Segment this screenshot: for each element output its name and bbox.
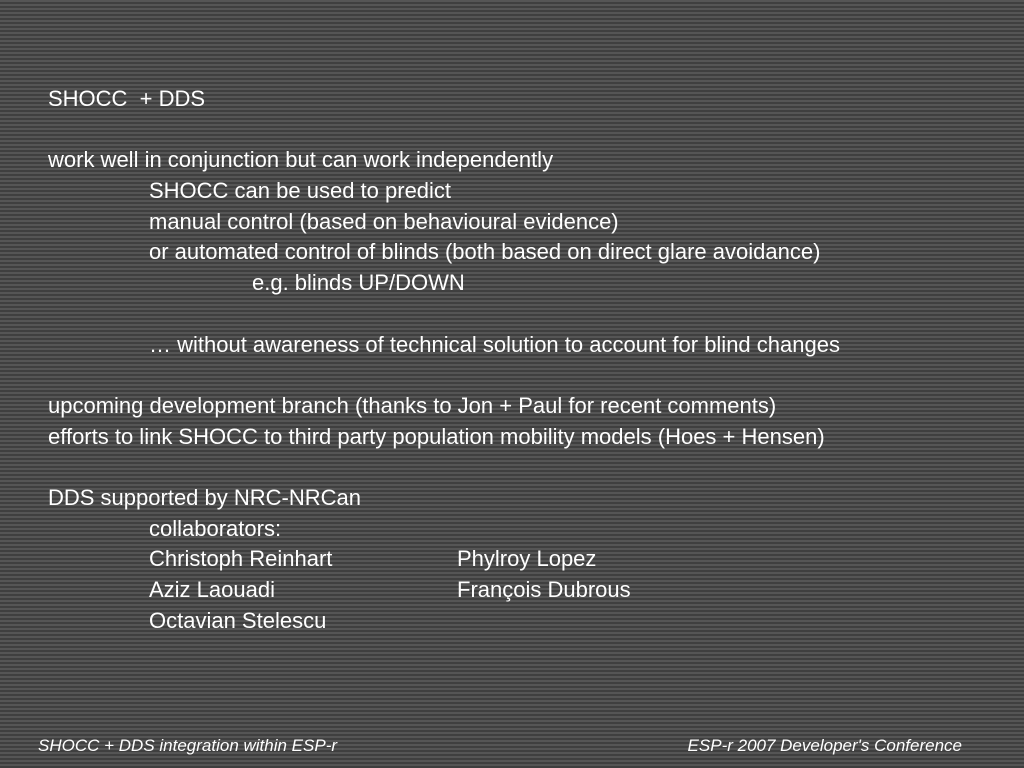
bullet-line: manual control (based on behavioural evidence) [149, 208, 619, 234]
bullet-line: upcoming development branch (thanks to Jon + Paul for recent comments) [48, 392, 777, 418]
collaborator-name: Phylroy Lopez [457, 546, 597, 572]
bullet-line: e.g. blinds UP/DOWN [252, 270, 465, 296]
bullet-line: DDS supported by NRC-NRCan [48, 484, 361, 510]
spacer [48, 115, 1008, 146]
collaborator-row [48, 544, 1008, 575]
footer-left-text: SHOCC + DDS integration within ESP-r [38, 736, 338, 755]
collaborator-name: Aziz Laouadi [149, 577, 275, 602]
collaborator-name: Octavian Stelescu [149, 607, 327, 633]
bullet-line: efforts to link SHOCC to third party population mobility models (Hoes + Hensen) [48, 423, 825, 449]
collaborator-name: François Dubrous [457, 577, 631, 602]
collaborator-name: Christoph Reinhart [149, 546, 333, 572]
spacer [48, 360, 1008, 391]
collaborator-row [48, 606, 1008, 637]
collaborator-row [48, 575, 1008, 606]
slide-heading: SHOCC + DDS [48, 86, 206, 111]
bullet-line: work well in conjunction but can work independently [48, 147, 554, 173]
spacer [48, 299, 1008, 330]
bullet-line: … without awareness of technical solution to account for blind changes [149, 331, 840, 357]
bullet-line: collaborators: [149, 515, 282, 541]
spacer [48, 452, 1008, 483]
bullet-line: SHOCC can be used to predict [149, 178, 452, 204]
bullet-line: or automated control of blinds (both based on direct glare avoidance) [149, 239, 821, 265]
slide-body [48, 84, 1008, 636]
footer-right-text: ESP-r 2007 Developer's Conference [687, 736, 962, 755]
